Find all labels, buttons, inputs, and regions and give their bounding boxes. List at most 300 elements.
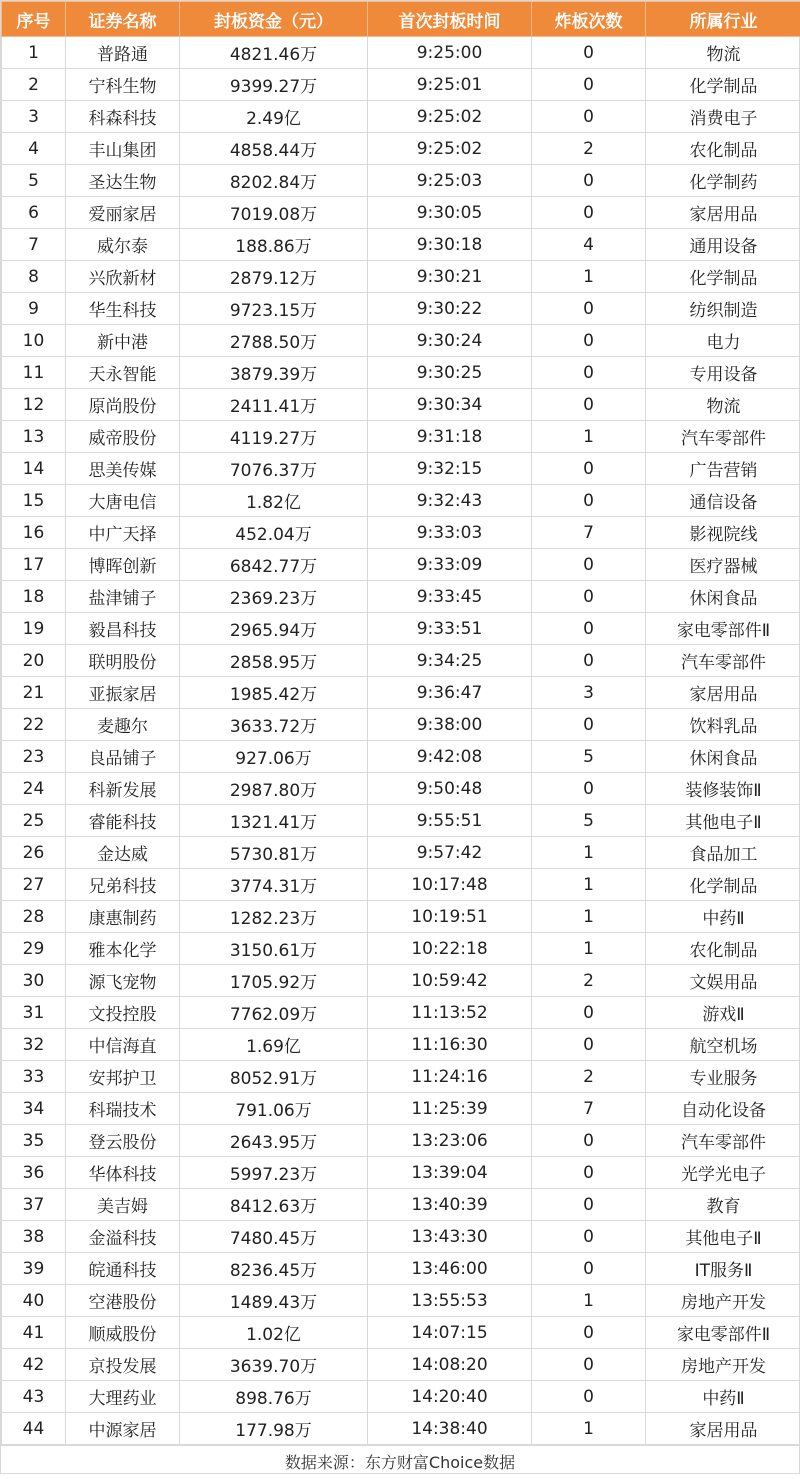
table-row [2, 549, 800, 581]
cell-seal-funds: 3879.39万 [180, 357, 368, 389]
cell-break-count: 0 [532, 357, 646, 389]
cell-industry: 物流 [646, 37, 800, 69]
cell-industry: 光学光电子 [646, 1157, 800, 1189]
cell-break-count: 0 [532, 549, 646, 581]
table-row [2, 1253, 800, 1285]
cell-seal-funds: 8202.84万 [180, 165, 368, 197]
limit-up-table [1, 1, 800, 1445]
cell-industry: 化学制品 [646, 869, 800, 901]
cell-first-seal-time: 9:38:00 [368, 709, 532, 741]
cell-seal-funds: 2.49亿 [180, 101, 368, 133]
table-row [2, 357, 800, 389]
cell-stock-name: 中信海直 [66, 1029, 180, 1061]
cell-seal-funds: 1985.42万 [180, 677, 368, 709]
table-row [2, 1349, 800, 1381]
cell-break-count: 0 [532, 1157, 646, 1189]
cell-seal-funds: 7762.09万 [180, 997, 368, 1029]
table-row [2, 901, 800, 933]
table-row [2, 773, 800, 805]
cell-industry: 汽车零部件 [646, 645, 800, 677]
header-industry: 所属行业 [646, 2, 800, 37]
cell-rank: 16 [2, 517, 66, 549]
cell-industry: 装修装饰Ⅱ [646, 773, 800, 805]
cell-first-seal-time: 9:25:02 [368, 133, 532, 165]
cell-rank: 12 [2, 389, 66, 421]
cell-stock-name: 爱丽家居 [66, 197, 180, 229]
cell-rank: 36 [2, 1157, 66, 1189]
cell-first-seal-time: 10:19:51 [368, 901, 532, 933]
cell-seal-funds: 5997.23万 [180, 1157, 368, 1189]
cell-rank: 40 [2, 1285, 66, 1317]
cell-industry: 航空机场 [646, 1029, 800, 1061]
cell-rank: 34 [2, 1093, 66, 1125]
cell-break-count: 0 [532, 997, 646, 1029]
cell-break-count: 0 [532, 581, 646, 613]
cell-stock-name: 京投发展 [66, 1349, 180, 1381]
cell-break-count: 2 [532, 965, 646, 997]
cell-stock-name: 威帝股份 [66, 421, 180, 453]
table-row [2, 1317, 800, 1349]
cell-seal-funds: 177.98万 [180, 1413, 368, 1445]
cell-seal-funds: 1.82亿 [180, 485, 368, 517]
cell-industry: 专业服务 [646, 1061, 800, 1093]
cell-break-count: 0 [532, 165, 646, 197]
cell-seal-funds: 7480.45万 [180, 1221, 368, 1253]
cell-first-seal-time: 9:25:00 [368, 37, 532, 69]
table-row [2, 229, 800, 261]
cell-stock-name: 联明股份 [66, 645, 180, 677]
cell-break-count: 0 [532, 325, 646, 357]
cell-seal-funds: 7076.37万 [180, 453, 368, 485]
cell-break-count: 1 [532, 837, 646, 869]
cell-rank: 32 [2, 1029, 66, 1061]
cell-first-seal-time: 14:20:40 [368, 1381, 532, 1413]
table-row [2, 1125, 800, 1157]
cell-seal-funds: 2965.94万 [180, 613, 368, 645]
cell-stock-name: 金达威 [66, 837, 180, 869]
cell-rank: 3 [2, 101, 66, 133]
cell-industry: 文娱用品 [646, 965, 800, 997]
cell-break-count: 0 [532, 709, 646, 741]
table-row [2, 677, 800, 709]
cell-stock-name: 美吉姆 [66, 1189, 180, 1221]
cell-seal-funds: 1.02亿 [180, 1317, 368, 1349]
cell-stock-name: 科新发展 [66, 773, 180, 805]
cell-first-seal-time: 9:33:45 [368, 581, 532, 613]
cell-first-seal-time: 13:39:04 [368, 1157, 532, 1189]
cell-stock-name: 科森科技 [66, 101, 180, 133]
cell-first-seal-time: 9:57:42 [368, 837, 532, 869]
cell-stock-name: 圣达生物 [66, 165, 180, 197]
cell-first-seal-time: 9:30:25 [368, 357, 532, 389]
cell-stock-name: 威尔泰 [66, 229, 180, 261]
cell-break-count: 0 [532, 1029, 646, 1061]
cell-seal-funds: 9723.15万 [180, 293, 368, 325]
cell-rank: 18 [2, 581, 66, 613]
cell-first-seal-time: 9:25:02 [368, 101, 532, 133]
cell-break-count: 2 [532, 1061, 646, 1093]
cell-break-count: 0 [532, 1381, 646, 1413]
cell-stock-name: 兴欣新材 [66, 261, 180, 293]
cell-rank: 2 [2, 69, 66, 101]
cell-first-seal-time: 9:30:24 [368, 325, 532, 357]
cell-industry: 其他电子Ⅱ [646, 1221, 800, 1253]
cell-industry: 家电零部件Ⅱ [646, 1317, 800, 1349]
cell-stock-name: 思美传媒 [66, 453, 180, 485]
table-row [2, 997, 800, 1029]
cell-rank: 42 [2, 1349, 66, 1381]
table-row [2, 293, 800, 325]
cell-industry: 化学制品 [646, 69, 800, 101]
table-row [2, 581, 800, 613]
cell-stock-name: 麦趣尔 [66, 709, 180, 741]
cell-first-seal-time: 9:32:43 [368, 485, 532, 517]
table-row [2, 421, 800, 453]
cell-industry: 影视院线 [646, 517, 800, 549]
cell-stock-name: 皖通科技 [66, 1253, 180, 1285]
table-row [2, 389, 800, 421]
cell-stock-name: 睿能科技 [66, 805, 180, 837]
cell-stock-name: 空港股份 [66, 1285, 180, 1317]
cell-rank: 33 [2, 1061, 66, 1093]
cell-first-seal-time: 11:16:30 [368, 1029, 532, 1061]
cell-break-count: 0 [532, 197, 646, 229]
cell-rank: 31 [2, 997, 66, 1029]
cell-industry: 食品加工 [646, 837, 800, 869]
cell-break-count: 7 [532, 1093, 646, 1125]
cell-seal-funds: 2369.23万 [180, 581, 368, 613]
table-row [2, 197, 800, 229]
table-row [2, 1157, 800, 1189]
cell-industry: 家居用品 [646, 1413, 800, 1445]
table-row [2, 965, 800, 997]
cell-stock-name: 天永智能 [66, 357, 180, 389]
cell-first-seal-time: 9:30:05 [368, 197, 532, 229]
cell-rank: 1 [2, 37, 66, 69]
table-row [2, 1029, 800, 1061]
cell-stock-name: 安邦护卫 [66, 1061, 180, 1093]
cell-break-count: 0 [532, 69, 646, 101]
cell-industry: 饮料乳品 [646, 709, 800, 741]
cell-seal-funds: 2411.41万 [180, 389, 368, 421]
cell-stock-name: 宁科生物 [66, 69, 180, 101]
cell-break-count: 0 [532, 1349, 646, 1381]
table-row [2, 1221, 800, 1253]
cell-stock-name: 新中港 [66, 325, 180, 357]
cell-break-count: 0 [532, 1317, 646, 1349]
cell-industry: 汽车零部件 [646, 1125, 800, 1157]
cell-industry: 汽车零部件 [646, 421, 800, 453]
cell-break-count: 0 [532, 389, 646, 421]
cell-seal-funds: 2788.50万 [180, 325, 368, 357]
cell-industry: 消费电子 [646, 101, 800, 133]
cell-break-count: 1 [532, 421, 646, 453]
data-source-note: 数据来源：东方财富Choice数据 [1, 1445, 799, 1479]
table-row [2, 1381, 800, 1413]
cell-rank: 11 [2, 357, 66, 389]
cell-industry: 纺织制造 [646, 293, 800, 325]
cell-stock-name: 顺威股份 [66, 1317, 180, 1349]
table-row [2, 133, 800, 165]
table-row [2, 261, 800, 293]
cell-first-seal-time: 13:23:06 [368, 1125, 532, 1157]
cell-industry: 广告营销 [646, 453, 800, 485]
table-row [2, 165, 800, 197]
cell-seal-funds: 1489.43万 [180, 1285, 368, 1317]
cell-rank: 19 [2, 613, 66, 645]
table-row [2, 69, 800, 101]
cell-seal-funds: 3633.72万 [180, 709, 368, 741]
cell-break-count: 0 [532, 1253, 646, 1285]
cell-industry: 通信设备 [646, 485, 800, 517]
cell-break-count: 0 [532, 37, 646, 69]
cell-rank: 8 [2, 261, 66, 293]
cell-rank: 43 [2, 1381, 66, 1413]
cell-first-seal-time: 9:42:08 [368, 741, 532, 773]
cell-first-seal-time: 9:30:34 [368, 389, 532, 421]
cell-seal-funds: 4821.46万 [180, 37, 368, 69]
cell-stock-name: 中源家居 [66, 1413, 180, 1445]
table-row [2, 805, 800, 837]
table-row [2, 1413, 800, 1445]
cell-break-count: 0 [532, 645, 646, 677]
cell-seal-funds: 8412.63万 [180, 1189, 368, 1221]
cell-stock-name: 大唐电信 [66, 485, 180, 517]
cell-break-count: 0 [532, 101, 646, 133]
table-row [2, 869, 800, 901]
cell-industry: 教育 [646, 1189, 800, 1221]
cell-seal-funds: 452.04万 [180, 517, 368, 549]
cell-seal-funds: 1.69亿 [180, 1029, 368, 1061]
cell-industry: 中药Ⅱ [646, 901, 800, 933]
cell-first-seal-time: 11:25:39 [368, 1093, 532, 1125]
cell-stock-name: 丰山集团 [66, 133, 180, 165]
cell-rank: 28 [2, 901, 66, 933]
cell-first-seal-time: 9:30:18 [368, 229, 532, 261]
cell-rank: 7 [2, 229, 66, 261]
cell-break-count: 1 [532, 933, 646, 965]
cell-break-count: 0 [532, 453, 646, 485]
cell-break-count: 1 [532, 1413, 646, 1445]
cell-industry: 化学制药 [646, 165, 800, 197]
cell-first-seal-time: 9:30:21 [368, 261, 532, 293]
cell-rank: 17 [2, 549, 66, 581]
cell-seal-funds: 9399.27万 [180, 69, 368, 101]
cell-break-count: 0 [532, 485, 646, 517]
cell-industry: 房地产开发 [646, 1285, 800, 1317]
cell-break-count: 4 [532, 229, 646, 261]
table-row [2, 837, 800, 869]
cell-stock-name: 源飞宠物 [66, 965, 180, 997]
table-row [2, 645, 800, 677]
cell-industry: 化学制品 [646, 261, 800, 293]
cell-rank: 37 [2, 1189, 66, 1221]
cell-stock-name: 雅本化学 [66, 933, 180, 965]
cell-seal-funds: 2858.95万 [180, 645, 368, 677]
cell-break-count: 5 [532, 741, 646, 773]
cell-seal-funds: 1282.23万 [180, 901, 368, 933]
cell-stock-name: 科瑞技术 [66, 1093, 180, 1125]
cell-first-seal-time: 9:30:22 [368, 293, 532, 325]
cell-seal-funds: 2987.80万 [180, 773, 368, 805]
cell-first-seal-time: 13:46:00 [368, 1253, 532, 1285]
cell-stock-name: 兄弟科技 [66, 869, 180, 901]
cell-industry: 游戏Ⅱ [646, 997, 800, 1029]
table-row [2, 325, 800, 357]
header-first-seal-time: 首次封板时间 [368, 2, 532, 37]
cell-industry: 家居用品 [646, 677, 800, 709]
cell-rank: 35 [2, 1125, 66, 1157]
cell-seal-funds: 3150.61万 [180, 933, 368, 965]
cell-rank: 22 [2, 709, 66, 741]
table-header-row [2, 2, 800, 37]
cell-break-count: 3 [532, 677, 646, 709]
cell-rank: 25 [2, 805, 66, 837]
cell-break-count: 0 [532, 1125, 646, 1157]
table-row [2, 933, 800, 965]
cell-seal-funds: 8236.45万 [180, 1253, 368, 1285]
cell-seal-funds: 2879.12万 [180, 261, 368, 293]
cell-break-count: 1 [532, 869, 646, 901]
cell-industry: 休闲食品 [646, 741, 800, 773]
table-row [2, 1061, 800, 1093]
cell-seal-funds: 8052.91万 [180, 1061, 368, 1093]
cell-first-seal-time: 14:07:15 [368, 1317, 532, 1349]
cell-stock-name: 良品铺子 [66, 741, 180, 773]
cell-rank: 5 [2, 165, 66, 197]
cell-first-seal-time: 10:17:48 [368, 869, 532, 901]
cell-first-seal-time: 9:50:48 [368, 773, 532, 805]
header-break-count: 炸板次数 [532, 2, 646, 37]
cell-stock-name: 中广天择 [66, 517, 180, 549]
table-body [2, 37, 800, 1445]
cell-rank: 38 [2, 1221, 66, 1253]
table-row [2, 1285, 800, 1317]
cell-rank: 26 [2, 837, 66, 869]
cell-break-count: 7 [532, 517, 646, 549]
cell-rank: 27 [2, 869, 66, 901]
table-row [2, 1189, 800, 1221]
table-row [2, 453, 800, 485]
table-row [2, 613, 800, 645]
cell-rank: 21 [2, 677, 66, 709]
cell-first-seal-time: 9:36:47 [368, 677, 532, 709]
cell-seal-funds: 7019.08万 [180, 197, 368, 229]
cell-rank: 4 [2, 133, 66, 165]
cell-first-seal-time: 13:40:39 [368, 1189, 532, 1221]
cell-rank: 44 [2, 1413, 66, 1445]
cell-first-seal-time: 9:25:03 [368, 165, 532, 197]
cell-industry: 农化制品 [646, 133, 800, 165]
cell-rank: 10 [2, 325, 66, 357]
cell-seal-funds: 2643.95万 [180, 1125, 368, 1157]
cell-stock-name: 大理药业 [66, 1381, 180, 1413]
cell-industry: IT服务Ⅱ [646, 1253, 800, 1285]
cell-rank: 30 [2, 965, 66, 997]
cell-rank: 9 [2, 293, 66, 325]
cell-first-seal-time: 10:59:42 [368, 965, 532, 997]
cell-break-count: 0 [532, 1189, 646, 1221]
cell-rank: 29 [2, 933, 66, 965]
cell-break-count: 0 [532, 613, 646, 645]
cell-seal-funds: 3774.31万 [180, 869, 368, 901]
cell-seal-funds: 4858.44万 [180, 133, 368, 165]
cell-seal-funds: 927.06万 [180, 741, 368, 773]
table-row [2, 37, 800, 69]
table-row [2, 517, 800, 549]
cell-industry: 中药Ⅱ [646, 1381, 800, 1413]
cell-break-count: 0 [532, 773, 646, 805]
cell-first-seal-time: 14:08:20 [368, 1349, 532, 1381]
header-stock-name: 证券名称 [66, 2, 180, 37]
header-seal-funds: 封板资金（元） [180, 2, 368, 37]
cell-seal-funds: 1321.41万 [180, 805, 368, 837]
cell-first-seal-time: 9:32:15 [368, 453, 532, 485]
table-row [2, 485, 800, 517]
cell-stock-name: 盐津铺子 [66, 581, 180, 613]
cell-stock-name: 博晖创新 [66, 549, 180, 581]
cell-first-seal-time: 11:13:52 [368, 997, 532, 1029]
cell-first-seal-time: 11:24:16 [368, 1061, 532, 1093]
cell-stock-name: 原尚股份 [66, 389, 180, 421]
cell-first-seal-time: 9:33:03 [368, 517, 532, 549]
cell-seal-funds: 791.06万 [180, 1093, 368, 1125]
cell-first-seal-time: 9:25:01 [368, 69, 532, 101]
cell-industry: 家电零部件Ⅱ [646, 613, 800, 645]
cell-rank: 15 [2, 485, 66, 517]
cell-break-count: 0 [532, 293, 646, 325]
cell-seal-funds: 898.76万 [180, 1381, 368, 1413]
cell-break-count: 5 [532, 805, 646, 837]
cell-rank: 24 [2, 773, 66, 805]
cell-stock-name: 毅昌科技 [66, 613, 180, 645]
cell-industry: 电力 [646, 325, 800, 357]
cell-stock-name: 亚振家居 [66, 677, 180, 709]
cell-rank: 23 [2, 741, 66, 773]
cell-seal-funds: 4119.27万 [180, 421, 368, 453]
cell-break-count: 2 [532, 133, 646, 165]
cell-stock-name: 普路通 [66, 37, 180, 69]
cell-first-seal-time: 9:34:25 [368, 645, 532, 677]
header-rank: 序号 [2, 2, 66, 37]
cell-first-seal-time: 10:22:18 [368, 933, 532, 965]
cell-first-seal-time: 9:33:51 [368, 613, 532, 645]
cell-industry: 专用设备 [646, 357, 800, 389]
cell-seal-funds: 188.86万 [180, 229, 368, 261]
cell-stock-name: 金溢科技 [66, 1221, 180, 1253]
cell-break-count: 1 [532, 1285, 646, 1317]
cell-stock-name: 华生科技 [66, 293, 180, 325]
cell-industry: 休闲食品 [646, 581, 800, 613]
cell-seal-funds: 1705.92万 [180, 965, 368, 997]
cell-rank: 39 [2, 1253, 66, 1285]
cell-first-seal-time: 13:43:30 [368, 1221, 532, 1253]
cell-rank: 14 [2, 453, 66, 485]
cell-seal-funds: 3639.70万 [180, 1349, 368, 1381]
cell-first-seal-time: 9:31:18 [368, 421, 532, 453]
cell-stock-name: 华体科技 [66, 1157, 180, 1189]
cell-rank: 6 [2, 197, 66, 229]
cell-first-seal-time: 9:33:09 [368, 549, 532, 581]
cell-industry: 其他电子Ⅱ [646, 805, 800, 837]
cell-industry: 房地产开发 [646, 1349, 800, 1381]
cell-break-count: 0 [532, 1221, 646, 1253]
cell-seal-funds: 6842.77万 [180, 549, 368, 581]
cell-industry: 物流 [646, 389, 800, 421]
cell-stock-name: 登云股份 [66, 1125, 180, 1157]
cell-industry: 通用设备 [646, 229, 800, 261]
cell-break-count: 1 [532, 261, 646, 293]
